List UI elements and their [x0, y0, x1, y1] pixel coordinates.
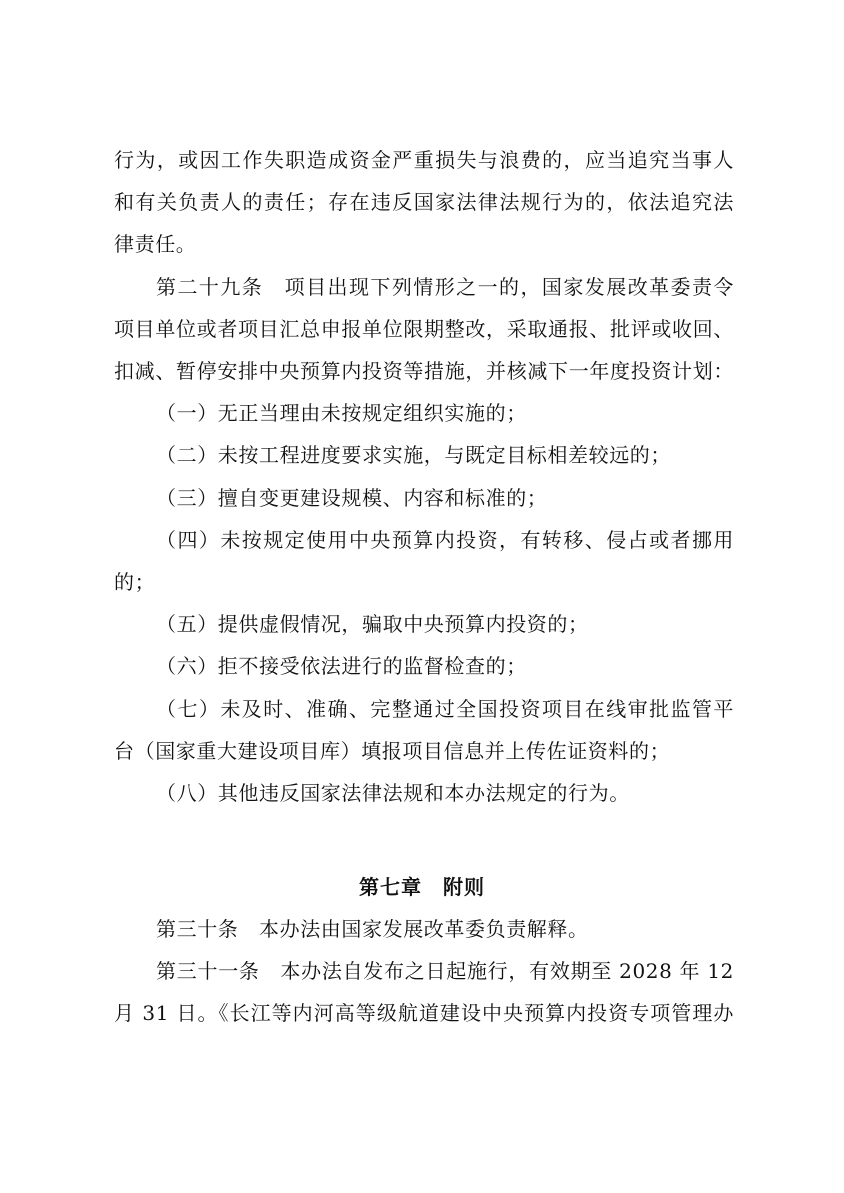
text-line: 扣减、暂停安排中央预算内投资等措施，并核减下一年度投资计划：: [114, 359, 734, 383]
article-31-start: 第三十一条 本办法自发布之日起施行，有效期至 2028 年 12: [156, 959, 734, 983]
text-line: 和有关负责人的责任；存在违反国家法律法规行为的，依法追究法: [114, 190, 734, 214]
text-line: 项目单位或者项目汇总申报单位限期整改，采取通报、批评或收回、: [114, 317, 734, 341]
list-item: （四）未按规定使用中央预算内投资，有转移、侵占或者挪用: [156, 528, 734, 552]
list-item: （一）无正当理由未按规定组织实施的；: [156, 401, 527, 425]
text-line: 行为，或因工作失职造成资金严重损失与浪费的，应当追究当事人: [114, 148, 734, 172]
list-item: （五）提供虚假情况，骗取中央预算内投资的；: [156, 612, 589, 636]
article-29-start: 第二十九条 项目出现下列情形之一的，国家发展改革委责令: [156, 275, 734, 299]
text-line: 月 31 日。《长江等内河高等级航道建设中央预算内投资专项管理办: [114, 1001, 734, 1025]
list-item: （六）拒不接受依法进行的监督检查的；: [156, 654, 527, 678]
text-line: 台（国家重大建设项目库）填报项目信息并上传佐证资料的；: [114, 739, 671, 763]
list-item: （二）未按工程进度要求实施，与既定目标相差较远的；: [156, 443, 671, 467]
list-item: （七）未及时、准确、完整通过全国投资项目在线审批监管平: [156, 697, 734, 721]
text-line: 的；: [114, 570, 156, 594]
list-item: （三）擅自变更建设规模、内容和标准的；: [156, 486, 548, 510]
list-item: （八）其他违反国家法律法规和本办法规定的行为。: [156, 781, 630, 805]
text-line: 律责任。: [114, 232, 197, 256]
chapter-heading: 第七章 附则: [359, 875, 485, 899]
article-30: 第三十条 本办法由国家发展改革委负责解释。: [156, 917, 589, 941]
